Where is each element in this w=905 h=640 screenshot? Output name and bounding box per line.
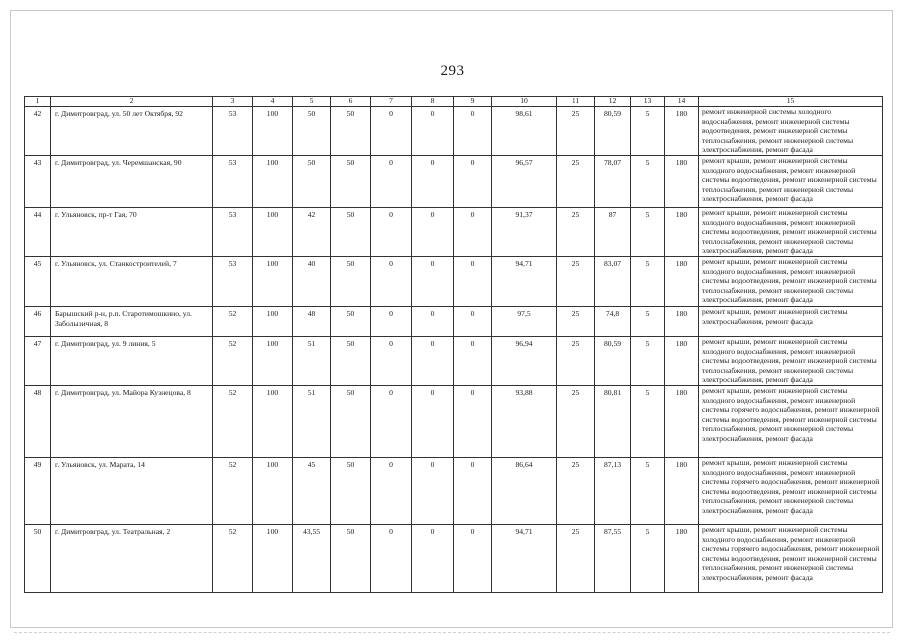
col-7: 0 [371,386,412,458]
col-7: 0 [371,307,412,337]
data-table [24,96,883,593]
col-14: 180 [665,257,699,307]
col-8: 0 [412,156,454,208]
col-4: 100 [253,107,293,156]
col-5: 50 [293,107,331,156]
address: г. Димитровград, ул. Майора Кузнецова, 8 [51,386,213,458]
row-number: 44 [25,208,51,257]
col-3: 53 [213,156,253,208]
col-11: 25 [557,156,595,208]
col-12: 87,55 [595,525,631,593]
works-list: ремонт крыши, ремонт инженерной системы холодного водоснабжения, ремонт инженерной системы горячего водоснабжения, ремонт инженерной системы водоотведения, ремонт инженерной системы теплоснабжения, ремонт инженерной системы электроснабжения, ремонт фасада [699,525,883,593]
address: г. Димитровград, ул. 9 линия, 5 [51,337,213,386]
col-10: 93,88 [492,386,557,458]
col-9: 0 [454,307,492,337]
col-4: 100 [253,386,293,458]
works-list: ремонт крыши, ремонт инженерной системы холодного водоснабжения, ремонт инженерной системы водоотведения, ремонт инженерной системы теплоснабжения, ремонт инженерной системы электроснабжения, ремонт фасада [699,156,883,208]
col-8: 0 [412,458,454,525]
col-3: 53 [213,107,253,156]
col-13: 5 [631,386,665,458]
col-10: 94,71 [492,525,557,593]
table-row [25,208,883,257]
table-body [25,107,883,593]
col-4: 100 [253,458,293,525]
works-list: ремонт крыши, ремонт инженерной системы холодного водоснабжения, ремонт инженерной системы водоотведения, ремонт инженерной системы теплоснабжения, ремонт инженерной системы электроснабжения, ремонт фасада [699,337,883,386]
column-header: 15 [699,97,883,107]
col-9: 0 [454,208,492,257]
col-8: 0 [412,386,454,458]
table-row [25,458,883,525]
column-header: 13 [631,97,665,107]
row-number: 42 [25,107,51,156]
col-4: 100 [253,208,293,257]
col-8: 0 [412,107,454,156]
column-header: 10 [492,97,557,107]
works-list: ремонт инженерной системы холодного водоснабжения, ремонт инженерной системы водоотведения, ремонт инженерной системы теплоснабжения, ремонт инженерной системы электроснабжения, ремонт фасада [699,107,883,156]
col-12: 80,59 [595,337,631,386]
col-6: 50 [331,458,371,525]
col-14: 180 [665,525,699,593]
col-12: 87 [595,208,631,257]
col-10: 96,57 [492,156,557,208]
column-header: 5 [293,97,331,107]
col-6: 50 [331,257,371,307]
table-row [25,525,883,593]
col-8: 0 [412,208,454,257]
col-12: 80,81 [595,386,631,458]
col-4: 100 [253,257,293,307]
row-number: 43 [25,156,51,208]
col-7: 0 [371,208,412,257]
col-12: 87,13 [595,458,631,525]
col-5: 51 [293,386,331,458]
col-7: 0 [371,257,412,307]
col-11: 25 [557,386,595,458]
col-13: 5 [631,525,665,593]
address: г. Димитровград, ул. Театральная, 2 [51,525,213,593]
works-list: ремонт крыши, ремонт инженерной системы холодного водоснабжения, ремонт инженерной системы горячего водоснабжения, ремонт инженерной системы водоотведения, ремонт инженерной системы теплоснабжения, ремонт инженерной системы электроснабжения, ремонт фасада [699,458,883,525]
row-number: 48 [25,386,51,458]
col-12: 80,59 [595,107,631,156]
col-10: 91,37 [492,208,557,257]
table-row [25,257,883,307]
col-9: 0 [454,257,492,307]
row-number: 45 [25,257,51,307]
col-11: 25 [557,208,595,257]
column-header: 12 [595,97,631,107]
col-8: 0 [412,525,454,593]
col-4: 100 [253,156,293,208]
col-9: 0 [454,386,492,458]
works-list: ремонт крыши, ремонт инженерной системы электроснабжения, ремонт фасада [699,307,883,337]
column-header: 3 [213,97,253,107]
row-number: 47 [25,337,51,386]
col-9: 0 [454,156,492,208]
col-3: 52 [213,525,253,593]
works-list: ремонт крыши, ремонт инженерной системы холодного водоснабжения, ремонт инженерной системы водоотведения, ремонт инженерной системы теплоснабжения, ремонт инженерной системы электроснабжения, ремонт фасада [699,208,883,257]
col-3: 52 [213,337,253,386]
col-3: 52 [213,386,253,458]
col-9: 0 [454,525,492,593]
col-6: 50 [331,337,371,386]
col-5: 45 [293,458,331,525]
col-3: 53 [213,257,253,307]
col-11: 25 [557,107,595,156]
col-6: 50 [331,107,371,156]
col-14: 180 [665,156,699,208]
column-header: 2 [51,97,213,107]
col-5: 42 [293,208,331,257]
bottom-divider [14,632,890,633]
works-list: ремонт крыши, ремонт инженерной системы холодного водоснабжения, ремонт инженерной системы горячего водоснабжения, ремонт инженерной системы водоотведения, ремонт инженерной системы теплоснабжения, ремонт инженерной системы электроснабжения, ремонт фасада [699,386,883,458]
col-14: 180 [665,337,699,386]
column-header: 8 [412,97,454,107]
table-row [25,156,883,208]
col-9: 0 [454,458,492,525]
col-13: 5 [631,156,665,208]
col-13: 5 [631,337,665,386]
col-12: 74,8 [595,307,631,337]
address: г. Ульяновск, ул. Марата, 14 [51,458,213,525]
col-7: 0 [371,458,412,525]
col-9: 0 [454,337,492,386]
col-9: 0 [454,107,492,156]
col-13: 5 [631,458,665,525]
col-8: 0 [412,337,454,386]
col-14: 180 [665,458,699,525]
col-4: 100 [253,337,293,386]
col-7: 0 [371,156,412,208]
col-12: 78,07 [595,156,631,208]
col-5: 48 [293,307,331,337]
address: г. Ульяновск, ул. Станкостроителей, 7 [51,257,213,307]
table-row [25,386,883,458]
column-header: 4 [253,97,293,107]
table-row [25,107,883,156]
address: г. Димитровград, ул. Черемшанская, 90 [51,156,213,208]
page-number: 293 [440,63,465,79]
col-10: 94,71 [492,257,557,307]
row-number: 50 [25,525,51,593]
col-7: 0 [371,337,412,386]
col-10: 97,5 [492,307,557,337]
col-11: 25 [557,307,595,337]
col-6: 50 [331,156,371,208]
col-14: 180 [665,386,699,458]
column-header: 7 [371,97,412,107]
col-4: 100 [253,307,293,337]
col-14: 180 [665,107,699,156]
column-header: 6 [331,97,371,107]
col-10: 86,64 [492,458,557,525]
col-5: 40 [293,257,331,307]
address: г. Ульяновск, пр-т Гая, 70 [51,208,213,257]
col-13: 5 [631,257,665,307]
column-header: 11 [557,97,595,107]
col-3: 53 [213,208,253,257]
address: Барышский р-н, р.п. Старотимошкино, ул. Заболызичная, 8 [51,307,213,337]
col-6: 50 [331,386,371,458]
col-7: 0 [371,107,412,156]
table-row [25,337,883,386]
col-14: 180 [665,208,699,257]
col-11: 25 [557,458,595,525]
row-number: 46 [25,307,51,337]
row-number: 49 [25,458,51,525]
col-13: 5 [631,307,665,337]
col-8: 0 [412,307,454,337]
column-header: 1 [25,97,51,107]
col-13: 5 [631,107,665,156]
col-12: 83,07 [595,257,631,307]
column-header: 9 [454,97,492,107]
col-11: 25 [557,337,595,386]
col-3: 52 [213,307,253,337]
col-5: 50 [293,156,331,208]
col-6: 50 [331,307,371,337]
col-14: 180 [665,307,699,337]
table-row [25,307,883,337]
column-header: 14 [665,97,699,107]
address: г. Димитровград, ул. 50 лет Октября, 92 [51,107,213,156]
works-list: ремонт крыши, ремонт инженерной системы холодного водоснабжения, ремонт инженерной системы водоотведения, ремонт инженерной системы теплоснабжения, ремонт инженерной системы электроснабжения, ремонт фасада [699,257,883,307]
col-7: 0 [371,525,412,593]
col-8: 0 [412,257,454,307]
col-5: 43,55 [293,525,331,593]
col-11: 25 [557,257,595,307]
col-5: 51 [293,337,331,386]
col-3: 52 [213,458,253,525]
col-6: 50 [331,208,371,257]
col-10: 98,61 [492,107,557,156]
col-13: 5 [631,208,665,257]
col-10: 96,94 [492,337,557,386]
col-4: 100 [253,525,293,593]
header-row [25,97,883,107]
col-6: 50 [331,525,371,593]
col-11: 25 [557,525,595,593]
